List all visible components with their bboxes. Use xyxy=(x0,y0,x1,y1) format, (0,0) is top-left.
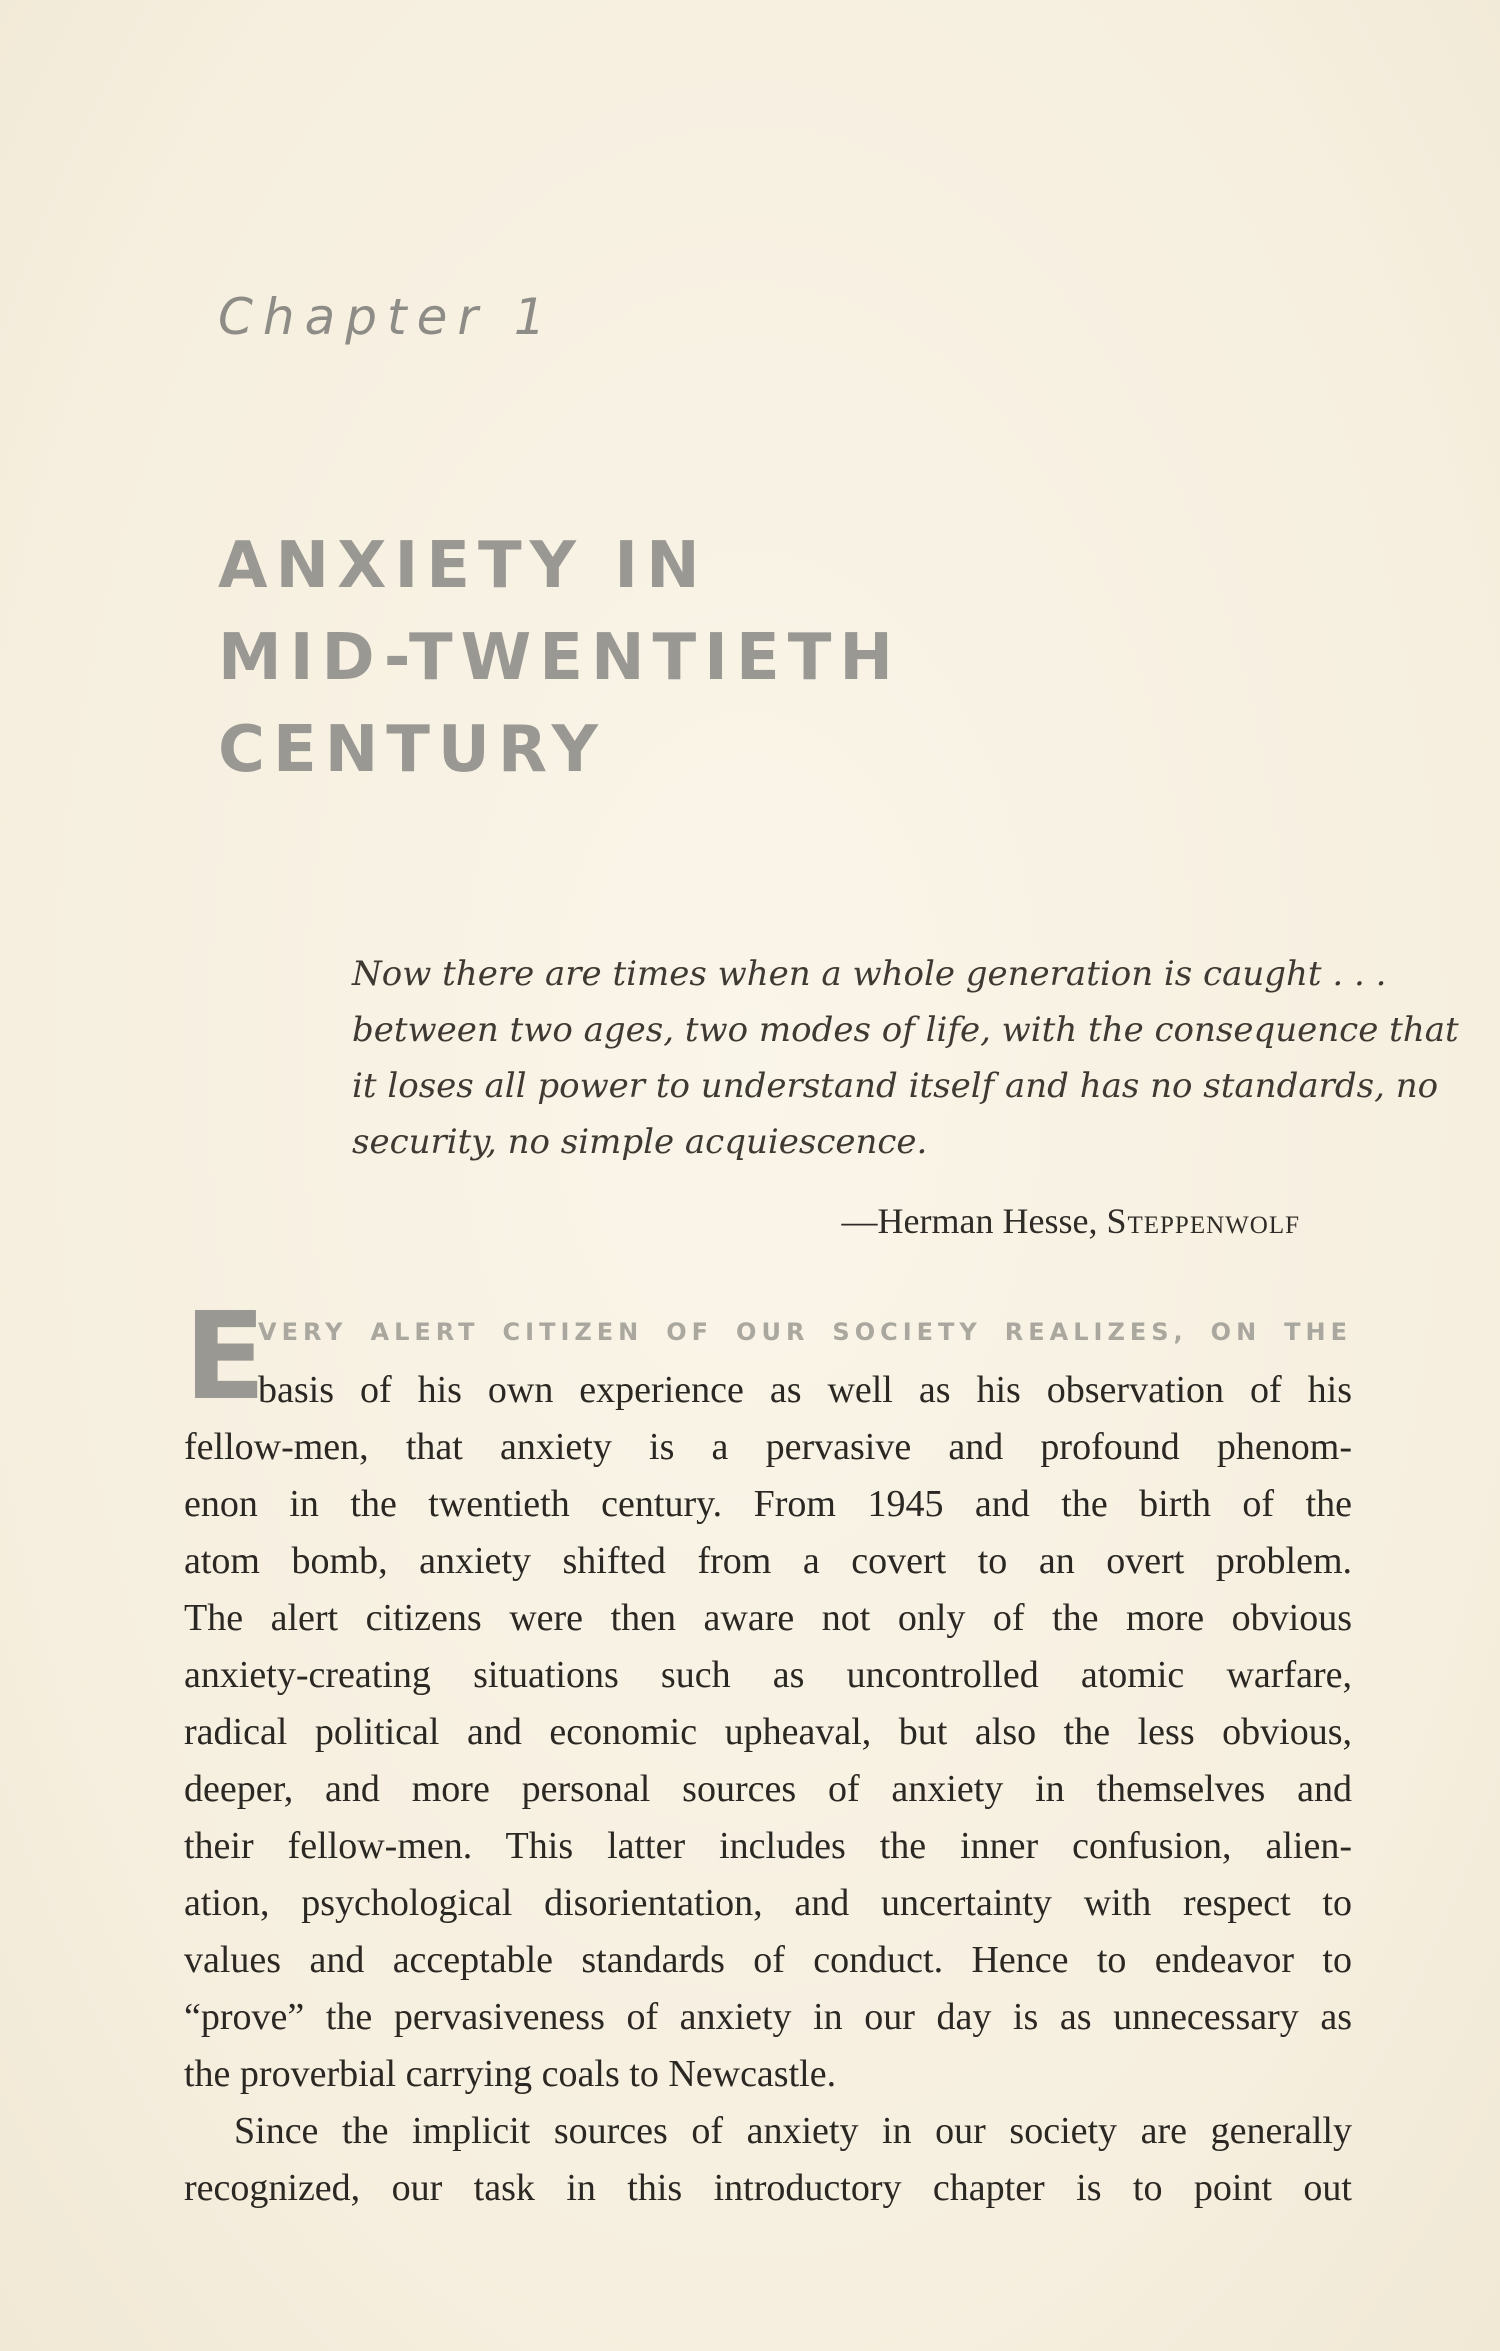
text-line: their fellow-men. This latter includes the inner confusion, alien- xyxy=(184,1825,1352,1867)
attribution-author: —Herman Hesse, xyxy=(841,1201,1107,1241)
text-line: radical political and economic upheaval, but also the less obvious, xyxy=(184,1711,1352,1753)
epigraph-quote xyxy=(352,946,1459,1170)
text-line: fellow-men, that anxiety is a pervasive and profound phenom- xyxy=(184,1426,1352,1468)
text-line: the proverbial carrying coals to Newcastle. xyxy=(184,2053,837,2095)
paragraph-2 xyxy=(184,2103,1352,2217)
text-line: enon in the twentieth century. From 1945 and the birth of the xyxy=(184,1483,1352,1525)
text-line: Since the implicit sources of anxiety in our society are generally xyxy=(234,2110,1352,2152)
epigraph-line: Now there are times when a whole generation is caught . . . xyxy=(352,954,1387,994)
drop-cap: E xyxy=(184,1288,266,1427)
text-line: atom bomb, anxiety shifted from a covert to an overt problem. xyxy=(184,1540,1352,1582)
text-line: ation, psychological disorientation, and uncertainty with respect to xyxy=(184,1882,1352,1924)
text-line: “prove” the pervasiveness of anxiety in our day is as unnecessary as xyxy=(184,1996,1352,2038)
chapter-title-line: MID-TWENTIETH xyxy=(218,621,901,695)
epigraph-line: security, no simple acquiescence. xyxy=(352,1122,928,1162)
chapter-title-line: CENTURY xyxy=(218,713,606,787)
paragraph-1 xyxy=(184,1362,1352,2103)
epigraph-line: between two ages, two modes of life, with the consequence that xyxy=(352,1010,1459,1050)
text-line: The alert citizens were then aware not only of the more obvious xyxy=(184,1597,1352,1639)
text-line: recognized, our task in this introductory chapter is to point out xyxy=(184,2167,1352,2209)
epigraph-attribution xyxy=(842,1200,1300,1242)
text-line: basis of his own experience as well as his observation of his xyxy=(258,1369,1352,1411)
chapter-title-line: ANXIETY IN xyxy=(218,529,708,603)
text-line: values and acceptable standards of conduct. Hence to endeavor to xyxy=(184,1939,1352,1981)
text-line: deeper, and more personal sources of anxiety in themselves and xyxy=(184,1768,1352,1810)
opening-small-caps: VERY ALERT CITIZEN OF OUR SOCIETY REALIZES, ON THE xyxy=(258,1318,1352,1346)
text-line: anxiety-creating situations such as uncontrolled atomic warfare, xyxy=(184,1654,1352,1696)
chapter-title xyxy=(218,520,901,796)
epigraph-line: it loses all power to understand itself and has no standards, no xyxy=(352,1066,1439,1106)
attribution-work: Steppenwolf xyxy=(1106,1201,1300,1241)
chapter-label: Chapter 1 xyxy=(218,288,556,346)
